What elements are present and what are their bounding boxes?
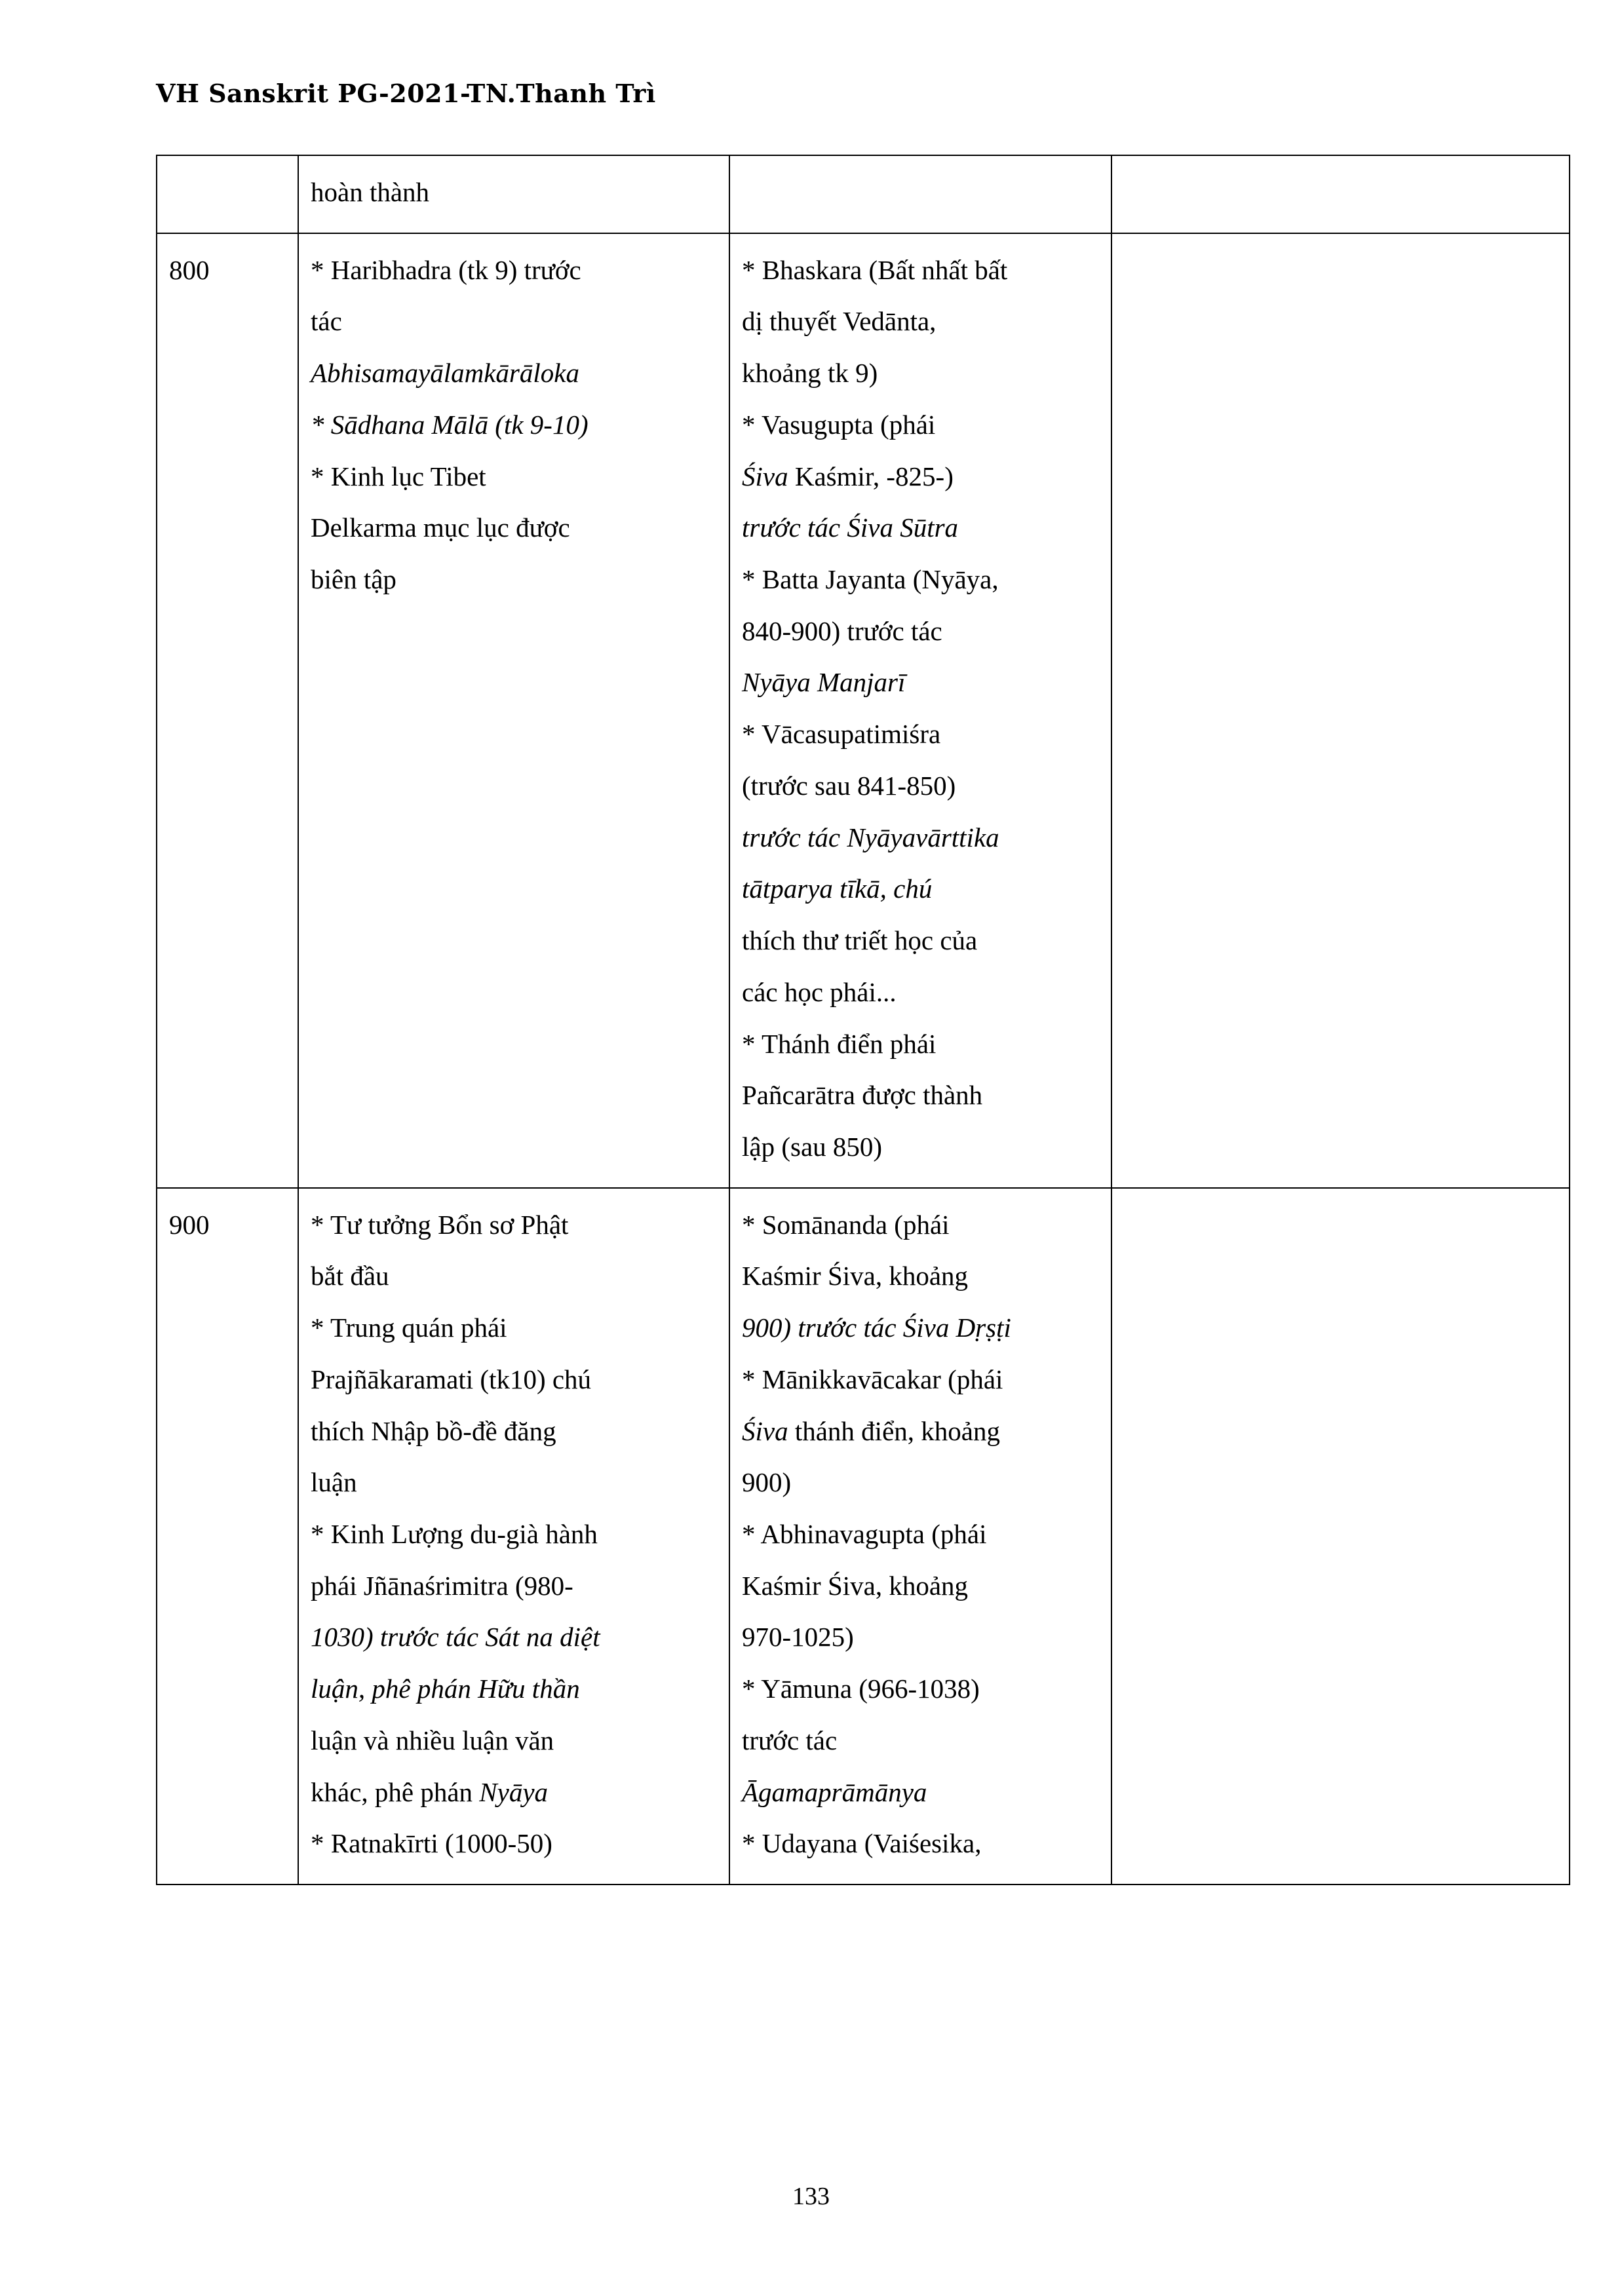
- cell-line: Āgamaprāmānya: [742, 1776, 927, 1807]
- cell-line: 970-1025): [742, 1622, 854, 1653]
- cell-line: Śiva thánh điển, khoảng: [742, 1415, 1000, 1446]
- cell-line: tác: [311, 306, 342, 337]
- cell-year: [157, 155, 298, 233]
- cell-line: * Vasugupta (phái: [742, 409, 936, 440]
- cell-line: 840-900) trước tác: [742, 615, 942, 646]
- cell-line: biên tập: [311, 564, 396, 595]
- cell-column-b: hoàn thành: [298, 155, 729, 233]
- cell-line: * Kinh Lượng du-già hành: [311, 1518, 598, 1549]
- cell-column-c: [729, 233, 1111, 1188]
- cell-line: * Sādhana Mālā (tk 9-10): [311, 409, 589, 440]
- cell-line: Kaśmir Śiva, khoảng: [742, 1261, 969, 1292]
- chronology-table: [156, 155, 1570, 1885]
- table-row: [157, 1188, 1570, 1885]
- cell-year: 900: [157, 1188, 298, 1885]
- cell-line: luận và nhiều luận văn: [311, 1725, 554, 1755]
- cell-line: bắt đầu: [311, 1261, 389, 1292]
- cell-line: * Udayana (Vaiśesika,: [742, 1828, 982, 1859]
- cell-line: phái Jñānaśrimitra (980-: [311, 1570, 573, 1601]
- cell-column-b: [298, 233, 729, 1188]
- cell-line: lập (sau 850): [742, 1131, 883, 1162]
- cell-line: trước tác Nyāyavārttika: [742, 822, 999, 852]
- cell-line: luận: [311, 1467, 357, 1498]
- cell-line: * Batta Jayanta (Nyāya,: [742, 564, 999, 595]
- cell-line: 1030) trước tác Sát na diệt: [311, 1622, 600, 1653]
- cell-line: Delkarma mục lục được: [311, 512, 570, 543]
- cell-line: * Vācasupatimiśra: [742, 719, 941, 750]
- cell-column-b: [298, 1188, 729, 1885]
- cell-line: 900) trước tác Śiva Dṛṣṭi: [742, 1312, 1011, 1343]
- cell-line: * Mānikkavācakar (phái: [742, 1364, 1003, 1394]
- cell-line: (trước sau 841-850): [742, 770, 956, 801]
- cell-line: các học phái...: [742, 976, 897, 1007]
- cell-line: tātparya tīkā, chú: [742, 873, 933, 904]
- cell-column-d: [1111, 1188, 1570, 1885]
- cell-line: * Kinh lục Tibet: [311, 461, 486, 491]
- running-head: VH Sanskrit PG-2021-TN.Thanh Trì: [156, 79, 656, 108]
- cell-line: * Trung quán phái: [311, 1312, 507, 1343]
- cell-line: Prajñākaramati (tk10) chú: [311, 1364, 592, 1394]
- cell-column-d: [1111, 155, 1570, 233]
- cell-line: * Haribhadra (tk 9) trước: [311, 254, 581, 285]
- cell-line: * Abhinavagupta (phái: [742, 1518, 987, 1549]
- cell-column-c: [729, 1188, 1111, 1885]
- cell-line: thích thư triết học của: [742, 925, 978, 956]
- table-row: [157, 155, 1570, 233]
- cell-line: dị thuyết Vedānta,: [742, 306, 937, 337]
- cell-line: luận, phê phán Hữu thần: [311, 1674, 580, 1704]
- cell-line: Pañcarātra được thành: [742, 1080, 983, 1111]
- cell-line: khoảng tk 9): [742, 358, 878, 389]
- cell-line: * Yāmuna (966-1038): [742, 1674, 980, 1704]
- cell-year: 800: [157, 233, 298, 1188]
- page-number: 133: [792, 2183, 830, 2210]
- cell-line: * Ratnakīrti (1000-50): [311, 1828, 552, 1859]
- cell-line: Nyāya Manjarī: [742, 667, 906, 698]
- cell-line: * Tư tưởng Bổn sơ Phật: [311, 1209, 569, 1240]
- cell-line: Abhisamayālamkārāloka: [311, 358, 579, 389]
- cell-line: Śiva Kaśmir, -825-): [742, 461, 954, 491]
- cell-line: Kaśmir Śiva, khoảng: [742, 1570, 969, 1601]
- cell-line: trước tác: [742, 1725, 838, 1755]
- cell-line: khác, phê phán Nyāya: [311, 1776, 549, 1807]
- cell-line: * Thánh điển phái: [742, 1028, 937, 1059]
- cell-column-d: [1111, 233, 1570, 1188]
- table-row: [157, 233, 1570, 1188]
- cell-line: trước tác Śiva Sūtra: [742, 512, 959, 543]
- cell-line: thích Nhập bồ-đề đăng: [311, 1415, 556, 1446]
- cell-line: 900): [742, 1467, 792, 1498]
- cell-column-c: [729, 155, 1111, 233]
- cell-line: * Bhaskara (Bất nhất bất: [742, 254, 1008, 285]
- cell-line: * Somānanda (phái: [742, 1209, 950, 1240]
